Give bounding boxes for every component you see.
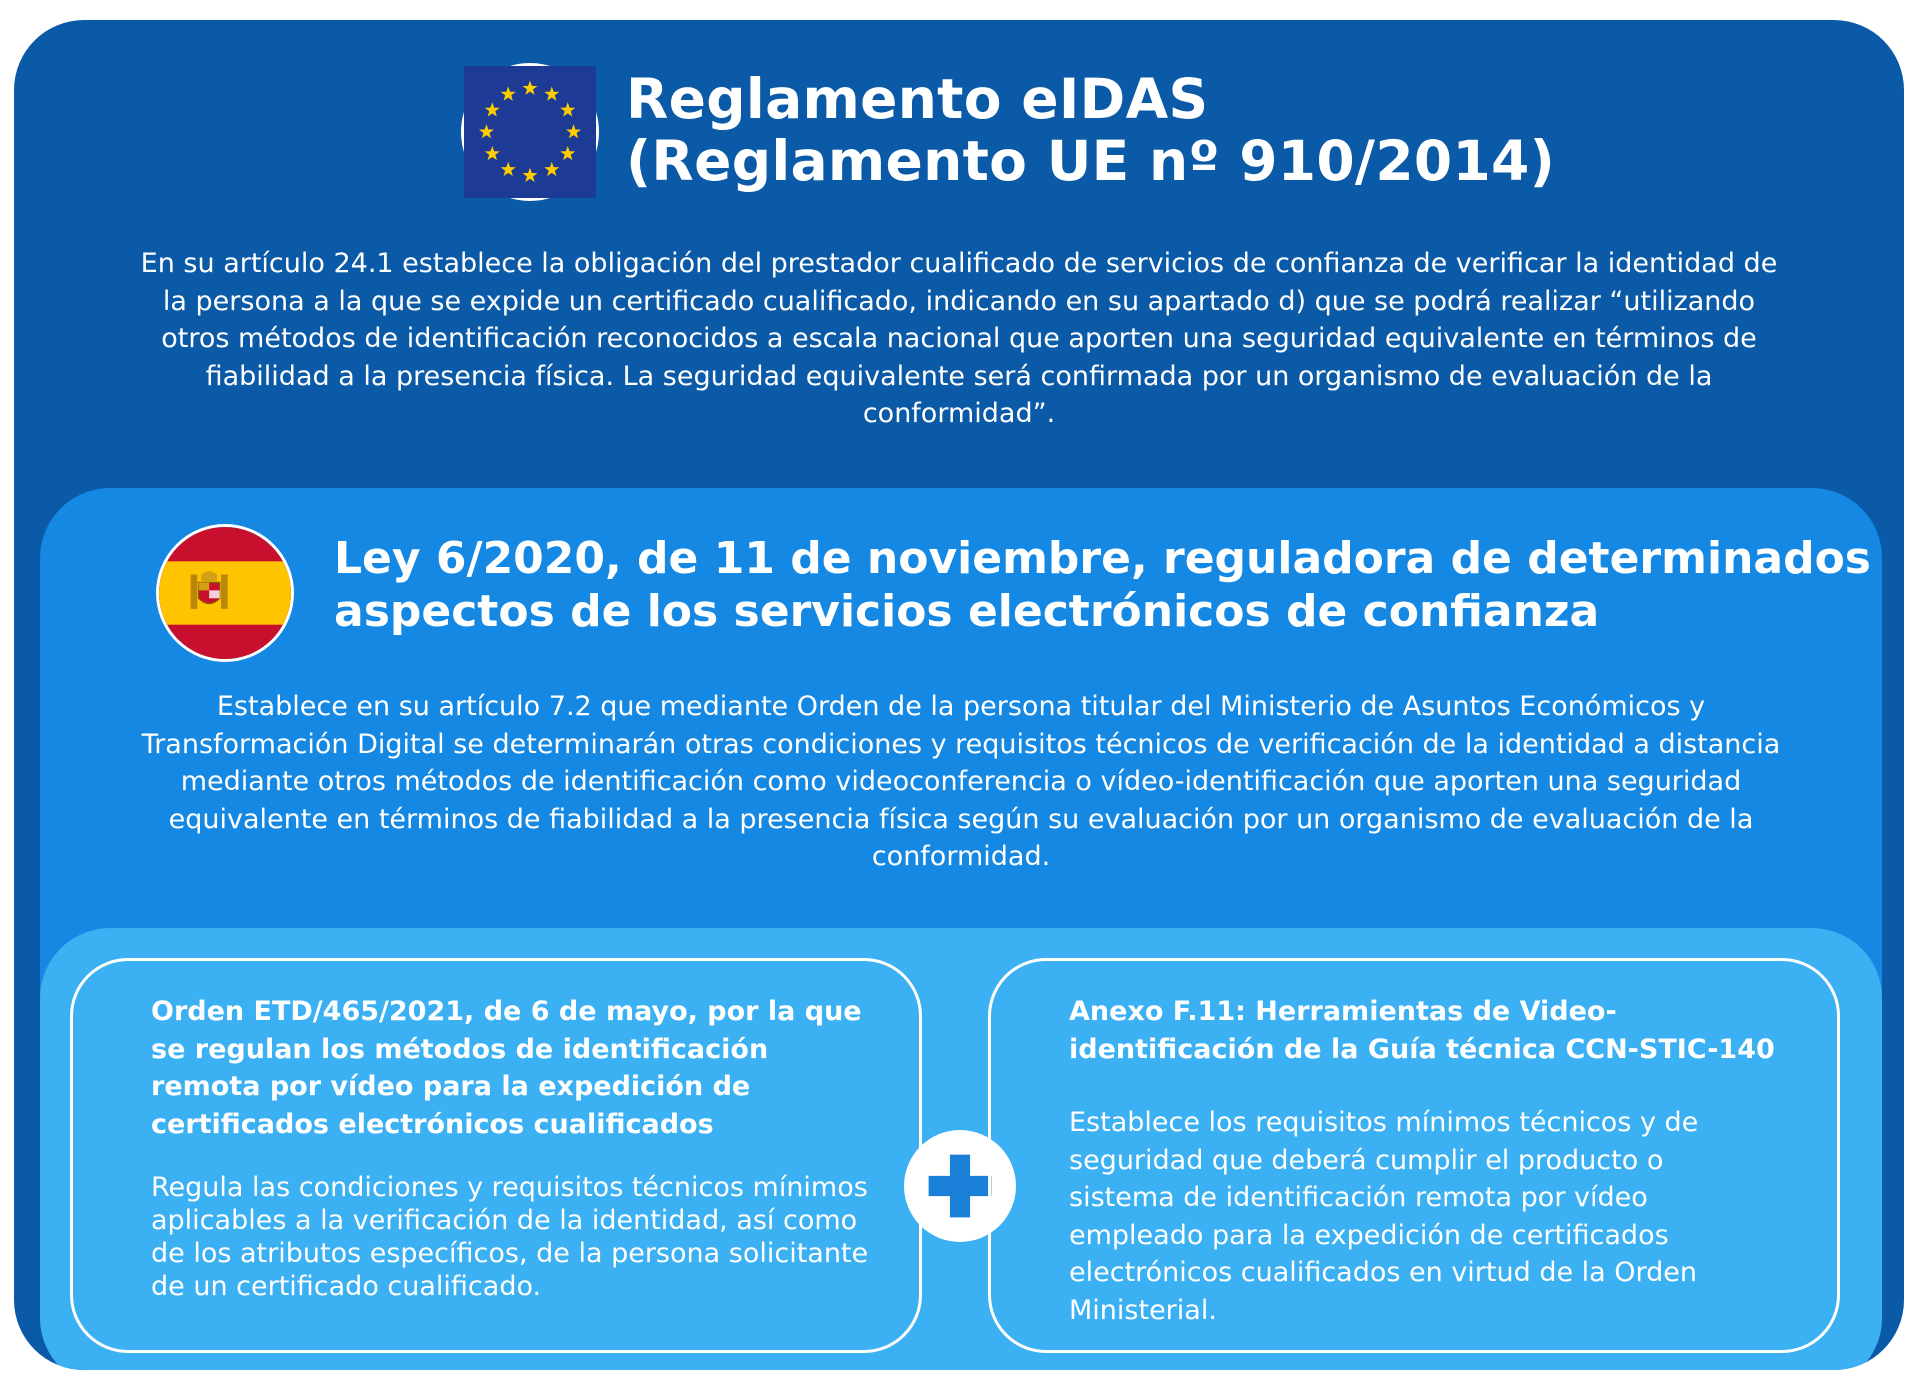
ley-description: Establece en su artículo 7.2 que mediante Orden de la persona titular del Ministerio de Asuntos Económicos y Transformación Digital se determinarán otras condiciones y requisitos técnicos de verificación de la identidad a distancia mediante otros métodos de identificación como videoconferencia o vídeo-identificación que aporten una seguridad equivalente en términos de fiabilidad a la presencia física según su evaluación por un organismo de evaluación de la conformidad. <box>141 691 1781 872</box>
orden-card <box>70 958 922 1353</box>
anexo-card-text: Establece los requisitos mínimos técnicos y de seguridad que deberá cumplir el producto o sistema de identificación remota por vídeo empleado para la expedición de certificados electrónicos cualificados en virtud de la Orden Ministerial. <box>1069 1107 1699 1326</box>
eidas-title-line2: (Reglamento UE nº 910/2014) <box>626 129 1556 193</box>
orden-card-title: Orden ETD/465/2021, de 6 de mayo, por la que se regulan los métodos de identificación remota por vídeo para la expedición de certificados electrónicos cualificados <box>151 996 862 1140</box>
ley-title-line2: aspectos de los servicios electrónicos de confianza <box>334 586 1600 637</box>
ley-title <box>334 532 1871 638</box>
eidas-title-line1: Reglamento eIDAS <box>626 67 1209 131</box>
spain-flag-icon <box>156 524 294 662</box>
orden-section <box>40 928 1882 1370</box>
eu-flag-icon <box>461 63 599 201</box>
eidas-description: En su artículo 24.1 establece la obligación del prestador cualificado de servicios de confianza de verificar la identidad de la persona a la que se expide un certificado cualificado, indicando en su apartado d) que se podrá realizar “utilizando otros métodos de identificación reconocidos a escala nacional que aporten una seguridad equivalente en términos de fiabilidad a la presencia física. La seguridad equivalente será confirmada por un organismo de evaluación de la conformidad”. <box>140 248 1778 429</box>
ley-title-line1: Ley 6/2020, de 11 de noviembre, reguladora de determinados <box>334 533 1871 584</box>
eidas-title <box>626 68 1555 192</box>
orden-card-text: Regula las condiciones y requisitos técnicos mínimos aplicables a la verificación de la identidad, así como de los atributos específicos, de la persona solicitante de un certificado cualificado. <box>151 1172 869 1302</box>
anexo-card <box>988 958 1840 1353</box>
ley-section <box>40 488 1882 1370</box>
anexo-card-title: Anexo F.11: Herramientas de Video-identificación de la Guía técnica CCN-STIC-140 <box>1069 996 1775 1065</box>
eidas-section <box>14 20 1904 1370</box>
